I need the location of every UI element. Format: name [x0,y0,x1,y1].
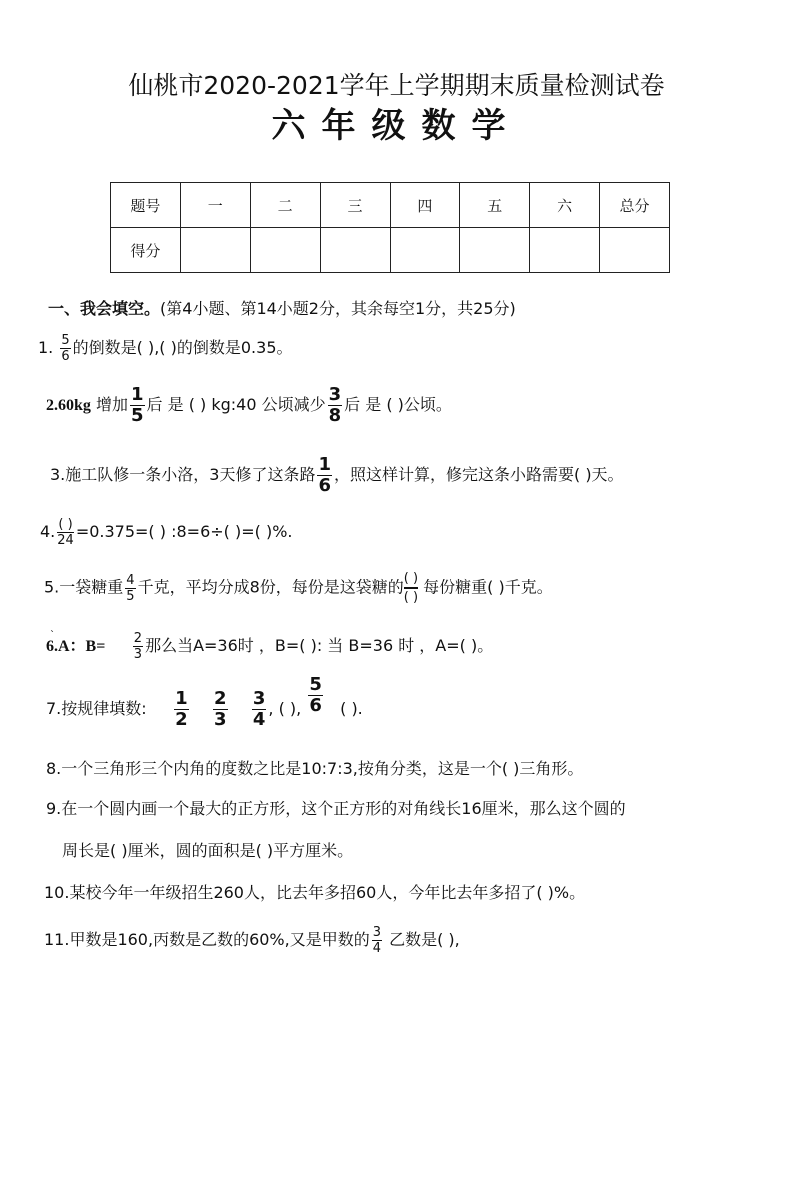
q5-text: 5.一袋糖重 [44,577,124,597]
exam-title: 仙桃市2020-2021学年上学期期末质量检测试卷 [128,71,665,100]
score-table-score-row [111,228,670,273]
exam-subtitle: 六年级数学 [271,106,522,146]
q11-fraction: $\frac{3}{4}$ [372,925,382,956]
q6-text: 那么当A=36时 ，B=( ): 当 B=36 时 ，A=( )。 [145,636,494,655]
question-8: 8.一个三角形三个内角的度数之比是10:7:3,按角分类，这是一个( )三角形。 [46,759,584,778]
score-blank-cell [390,228,460,273]
question-9-line-1: 9.在一个圆内画一个最大的正方形，这个正方形的对角线长16厘米，那么这个圆的 [46,799,626,818]
score-table-header-row [111,183,670,228]
section-heading [48,296,516,319]
q7-fraction-3: $\frac{3}{4}$ [252,688,266,730]
q2-part-c: 后 是 ( ) kg:40 公顷减少 [146,395,326,414]
score-cell: 一 [180,183,250,228]
q3-text: 3.施工队修一条小洛，3天修了这条路 [50,465,316,484]
score-cell: 五 [460,183,530,228]
question-5 [44,572,553,604]
score-cell: 四 [390,183,460,228]
score-cell: 题号 [111,183,181,228]
q3-fraction: $\frac{1}{6}$ [318,454,331,496]
q7-fraction-2: $\frac{2}{3}$ [213,688,227,730]
question-3 [50,456,624,495]
q4-number: 4. [40,522,56,541]
question-6 [46,632,493,661]
q2-part-a: 2.60kg [46,397,91,414]
q1-fraction: $\frac{5}{6}$ [61,333,70,364]
q6-fraction: $\frac{2}{3}$ [133,631,143,662]
q4-fraction: $\frac{( )}{24}$ [57,517,74,548]
score-cell: 三 [320,183,390,228]
section-note: (第4小题、第14小题2分，其余每空1分，共25分) [160,299,516,318]
q11-text: 11.甲数是160,丙数是乙数的60%,又是甲数的 [44,930,370,949]
score-blank-cell [530,228,600,273]
score-row-label: 得分 [111,228,181,273]
q5-fraction: $\frac{4}{5}$ [126,572,135,604]
score-blank-cell [600,228,670,273]
question-10: 10.某校今年一年级招生260人，比去年多招60人，今年比去年多招了( )%。 [44,883,586,902]
q7-text: 7.按规律填数: [46,699,147,718]
q7-fraction-1: $\frac{1}{2}$ [175,688,188,730]
stray-mark: ` [50,630,55,641]
score-cell: 六 [530,183,600,228]
question-7 [46,674,363,730]
q1-text: 的倒数是( ),( )的倒数是0.35。 [72,338,293,357]
q3-text-2: ，照这样计算，修完这条小路需要( )天。 [333,465,624,484]
q2-part-b: 增加 [90,395,128,414]
q5-text-2: 千克，平均分成8份，每份是这袋糖的 [137,577,404,597]
question-1 [38,334,293,363]
q1-number: 1. [38,338,54,357]
q11-text-2: 乙数是( ), [384,930,460,949]
question-11 [44,926,460,955]
score-blank-cell [180,228,250,273]
score-blank-cell [250,228,320,273]
q2-part-d: 后 是 ( )公顷。 [344,395,452,414]
q7-fraction-4: $\frac{5}{6}$ [309,674,322,716]
score-table [110,182,670,273]
q7-tail-2: ( ). [340,699,363,718]
q2-fraction-1: $\frac{1}{5}$ [131,384,144,426]
score-blank-cell [320,228,390,273]
score-cell: 总分 [600,183,670,228]
q6-lead: 6.A：B= [46,638,106,655]
question-2 [46,386,452,425]
q4-text: =0.375=( ) :8=6÷( )=( )%. [75,522,293,541]
q2-fraction-2: $\frac{3}{8}$ [328,384,342,426]
score-blank-cell [460,228,530,273]
score-cell: 二 [250,183,320,228]
question-4 [40,518,292,547]
q5-blank-fraction: ( ) ( ) [403,571,419,605]
q5-text-3: 每份糖重( )千克。 [418,577,553,597]
question-9-line-2: 周长是( )厘米，圆的面积是( )平方厘米。 [62,841,354,860]
section-title: 一、我会填空。 [48,299,161,318]
q7-tail-1: , ( ), [268,699,302,718]
